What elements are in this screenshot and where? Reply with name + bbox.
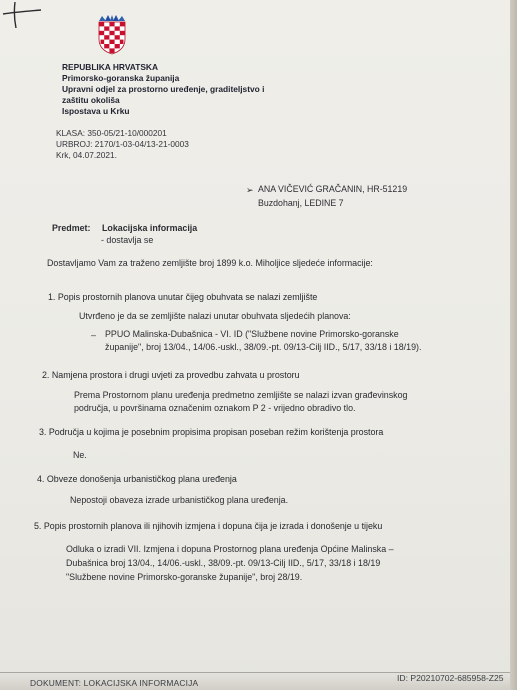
section-5-text: Odluka o izradi VII. Izmjena i dopuna Prostornog plana uređenja Općine Malinska –: [66, 544, 394, 554]
section-1-bullet-line: PPUO Malinska-Dubašnica - VI. ID ("Službene novine Primorsko-goranske: [105, 329, 399, 339]
subject-label: Predmet:: [52, 223, 91, 233]
cross-mark-icon: [2, 2, 42, 28]
subject-title: Lokacijska informacija: [102, 223, 198, 233]
section-2-text: Prema Prostornom planu uređenja predmetno zemljište se nalazi izvan građevinskog: [74, 390, 408, 400]
bullet-dash: –: [91, 330, 96, 340]
recipient-name: ANA VIČEVIĆ GRAČANIN, HR-51219: [258, 184, 408, 194]
section-2-title: 2. Namjena prostora i drugi uvjeti za provedbu zahvata u prostoru: [42, 370, 300, 380]
header-line: REPUBLIKA HRVATSKA: [62, 62, 159, 72]
section-3-title: 3. Područja u kojima je posebnim propisima propisan poseban režim korištenja prostora: [39, 427, 384, 437]
subject-note: - dostavlja se: [101, 235, 154, 245]
section-1-bullet-line: županije", broj 13/04., 14/06.-uskl., 38/09.-pt. 09/13-Cilj IID., 5/17, 33/18 i 18/19).: [105, 342, 422, 352]
section-4-title: 4. Obveze donošenja urbanističkog plana uređenja: [37, 474, 237, 484]
recipient-arrow-icon: ➢: [246, 185, 254, 195]
section-2-text: područja, u površinama označenim oznakom P 2 - vrijedno obradivo tlo.: [74, 403, 356, 413]
section-5-text: Dubašnica broj 13/04., 14/06.-uskl., 38/09.-pt. 09/13-Cilj IID., 5/17, 33/18 i 18/19: [66, 558, 381, 568]
footer-document-label: DOKUMENT: LOKACIJSKA INFORMACIJA: [30, 678, 199, 688]
klasa: KLASA: 350-05/21-10/000201: [56, 128, 167, 138]
section-3-text: Ne.: [73, 450, 87, 460]
place-date: Krk, 04.07.2021.: [56, 150, 117, 160]
footer-document-id: ID: P20210702-685958-Z25: [397, 673, 504, 683]
header-line: Upravni odjel za prostorno uređenje, graditeljstvo i: [62, 84, 265, 94]
header-line: Ispostava u Krku: [62, 106, 130, 116]
section-5-title: 5. Popis prostornih planova ili njihovih izmjena i dopuna čija je izrada i donošenje u tijeku: [34, 521, 383, 531]
section-1-title: 1. Popis prostornih planova unutar čijeg obuhvata se nalazi zemljište: [48, 292, 318, 302]
page-edge: [510, 0, 517, 690]
header-line: zaštitu okoliša: [62, 95, 120, 105]
urbroj: URBROJ: 2170/1-03-04/13-21-0003: [56, 139, 189, 149]
section-4-text: Nepostoji obaveza izrade urbanističkog plana uređenja.: [70, 495, 289, 505]
intro-text: Dostavljamo Vam za traženo zemljište broj 1899 k.o. Miholjice sljedeće informacije:: [47, 258, 373, 268]
section-5-text: "Službene novine Primorsko-goranske županije", broj 28/19.: [66, 572, 303, 582]
recipient-address: Buzdohanj, LEDINE 7: [258, 198, 344, 208]
header-line: Primorsko-goranska županija: [62, 73, 180, 83]
section-1-lead: Utvrđeno je da se zemljište nalazi unutar obuhvata sljedećih planova:: [79, 311, 351, 321]
croatian-coat-of-arms-icon: [97, 15, 127, 55]
